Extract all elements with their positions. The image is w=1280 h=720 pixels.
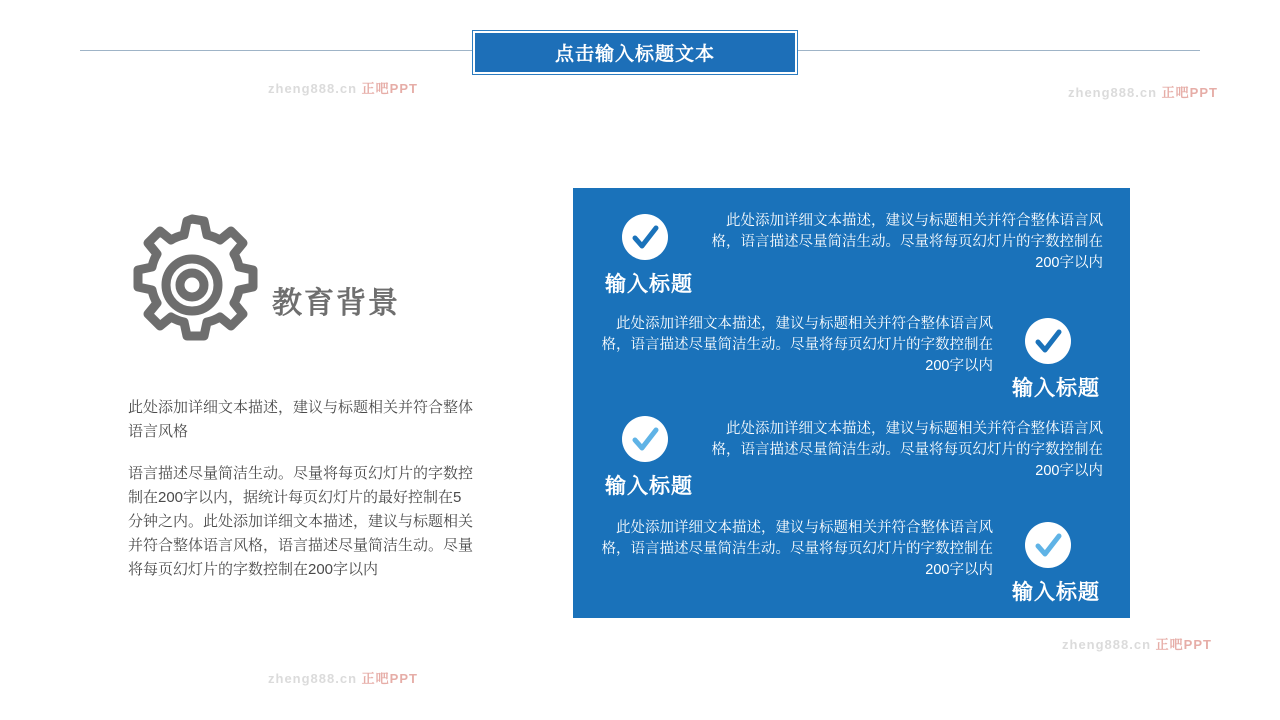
watermark-site: zheng888.cn (1062, 637, 1152, 652)
watermark-site: zheng888.cn (1068, 85, 1158, 100)
left-paragraph-1: 此处添加详细文本描述，建议与标题相关并符合整体语言风格 (128, 399, 474, 440)
item-title-3: 输入标题 (605, 475, 693, 498)
item-title-2: 输入标题 (1012, 377, 1100, 400)
item-body-1: 此处添加详细文本描述，建议与标题相关并符合整体语言风格，语言描述尽量简洁生动。尽量将每页幻灯片的字数控制在200字以内 (711, 213, 1103, 271)
left-heading: 教育背景 (272, 287, 400, 320)
watermark (268, 668, 418, 687)
item-title-4: 输入标题 (1012, 581, 1100, 604)
check-circle-icon (622, 214, 668, 260)
check-circle-icon (622, 416, 668, 462)
item-body-3: 此处添加详细文本描述，建议与标题相关并符合整体语言风格，语言描述尽量简洁生动。尽量将每页幻灯片的字数控制在200字以内 (711, 421, 1103, 479)
gear-icon (112, 205, 272, 365)
item-title-1: 输入标题 (605, 273, 693, 296)
watermark (268, 78, 418, 97)
watermark-brand: 正吧PPT (1161, 85, 1218, 100)
item-body-2: 此处添加详细文本描述，建议与标题相关并符合整体语言风格，语言描述尽量简洁生动。尽量将每页幻灯片的字数控制在200字以内 (601, 316, 993, 374)
left-paragraph-2: 语言描述尽量简洁生动。尽量将每页幻灯片的字数控制在200字以内，据统计每页幻灯片的最好控制在5分钟之内。此处添加详细文本描述，建议与标题相关并符合整体语言风格，语言描述尽量简洁生动。尽量将每页幻灯片的字数控制在200字以内 (128, 465, 474, 578)
item-body-4: 此处添加详细文本描述，建议与标题相关并符合整体语言风格，语言描述尽量简洁生动。尽量将每页幻灯片的字数控制在200字以内 (601, 520, 993, 578)
watermark (1062, 634, 1212, 653)
slide-title-box (473, 31, 797, 74)
watermark (1068, 82, 1218, 101)
watermark-site: zheng888.cn (268, 81, 358, 96)
page-title: 点击输入标题文本 (554, 44, 715, 65)
watermark-brand: 正吧PPT (1155, 637, 1212, 652)
watermark-brand: 正吧PPT (361, 81, 418, 96)
feature-panel (573, 188, 1130, 618)
check-circle-icon (1025, 522, 1071, 568)
watermark-site: zheng888.cn (268, 671, 358, 686)
check-circle-icon (1025, 318, 1071, 364)
watermark-brand: 正吧PPT (361, 671, 418, 686)
